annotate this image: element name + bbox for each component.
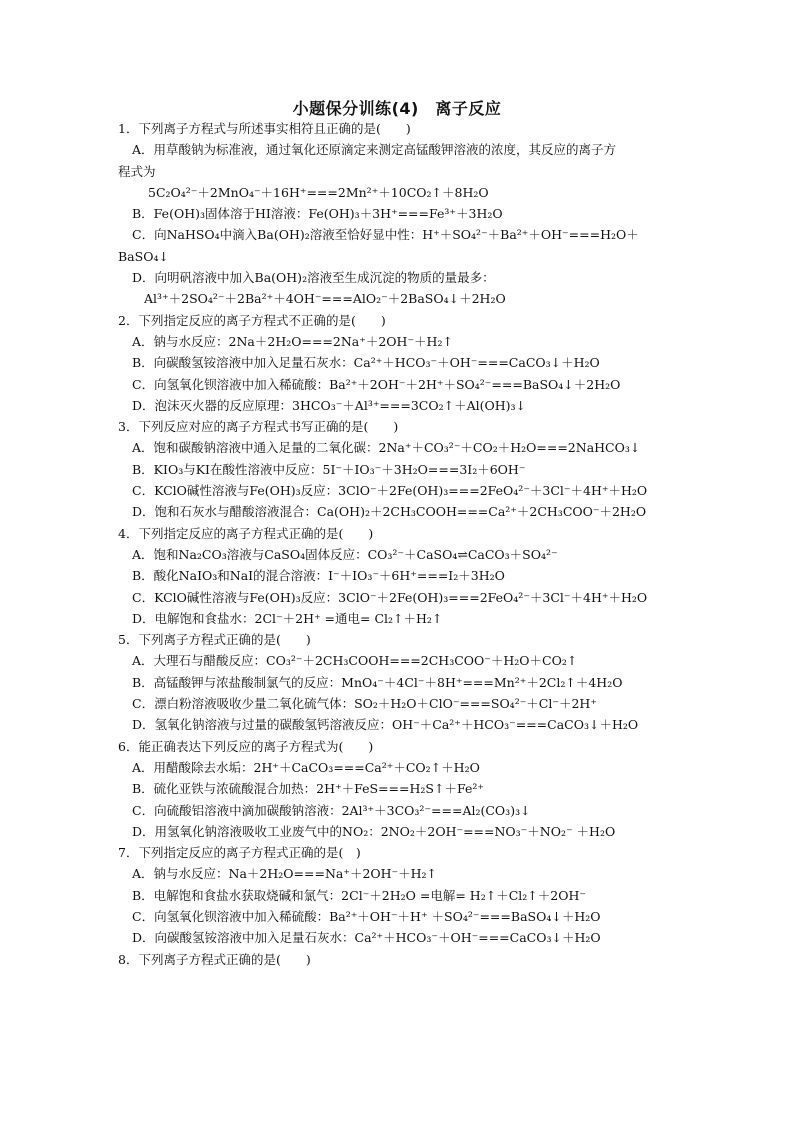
option-line: A．用草酸钠为标准液，通过氧化还原滴定来测定高锰酸钾溶液的浓度，其反应的离子方	[132, 142, 617, 158]
option-line: A．钠与水反应：Na＋2H₂O===Na⁺＋2OH⁻＋H₂↑	[132, 866, 438, 882]
option-line: C．向NaHSO₄中滴入Ba(OH)₂溶液至恰好显中性：H⁺＋SO₄²⁻＋Ba²⁺＋OH⁻===H₂O＋	[132, 227, 639, 243]
question-list	[118, 118, 678, 970]
equation-line: Al³⁺＋2SO₄²⁻＋2Ba²⁺＋4OH⁻===AlO₂⁻＋2BaSO₄↓＋2H₂O	[144, 291, 506, 307]
option-line: B．KIO₃与KI在酸性溶液中反应：5I⁻＋IO₃⁻＋3H₂O===3I₂＋6OH⁻	[132, 461, 526, 477]
option-line: D．泡沫灭火器的反应原理：3HCO₃⁻＋Al³⁺===3CO₂↑＋Al(OH)₃↓	[132, 397, 527, 413]
option-line: D．氢氧化钠溶液与过量的碳酸氢钙溶液反应：OH⁻＋Ca²⁺＋HCO₃⁻===CaCO₃↓＋H₂O	[132, 717, 639, 733]
continuation-line: 程式为	[118, 163, 156, 179]
option-line: A．饱和Na₂CO₃溶液与CaSO₄固体反应：CO₃²⁻＋CaSO₄⇌CaCO₃＋SO₄²⁻	[132, 546, 558, 562]
question-stem: 1．下列离子方程式与所述事实相符且正确的是( )	[118, 121, 411, 136]
option-line: B．高锰酸钾与浓盐酸制氯气的反应：MnO₄⁻＋4Cl⁻＋8H⁺===Mn²⁺＋2Cl₂↑＋4H₂O	[132, 674, 623, 690]
question-stem: 5．下列离子方程式正确的是( )	[118, 632, 311, 648]
option-line: C．向氢氧化钡溶液中加入稀硫酸：Ba²⁺＋OH⁻＋H⁺ ＋SO₄²⁻===BaSO₄↓＋H₂O	[132, 908, 601, 924]
question-stem: 8．下列离子方程式正确的是( )	[118, 951, 311, 967]
question-stem: 7．下列指定反应的离子方程式正确的是( )	[118, 845, 361, 861]
option-line: D．向碳酸氢铵溶液中加入足量石灰水：Ca²⁺＋HCO₃⁻＋OH⁻===CaCO₃↓＋H₂O	[132, 930, 601, 946]
option-line: D．饱和石灰水与醋酸溶液混合：Ca(OH)₂＋2CH₃COOH===Ca²⁺＋2CH₃COO⁻＋2H₂O	[132, 504, 647, 520]
equation-line: 5C₂O₄²⁻＋2MnO₄⁻＋16H⁺===2Mn²⁺＋10CO₂↑＋8H₂O	[148, 184, 489, 200]
continuation-line: BaSO₄↓	[118, 248, 169, 264]
option-line: A．用醋酸除去水垢：2H⁺＋CaCO₃===Ca²⁺＋CO₂↑＋H₂O	[132, 759, 480, 775]
option-line: C．向氢氧化钡溶液中加入稀硫酸：Ba²⁺＋2OH⁻＋2H⁺＋SO₄²⁻===BaSO₄↓＋2H₂O	[132, 376, 621, 392]
option-line: C．KClO碱性溶液与Fe(OH)₃反应：3ClO⁻＋2Fe(OH)₃===2FeO₄²⁻＋3Cl⁻＋4H⁺＋H₂O	[132, 589, 648, 605]
option-line: C．向硫酸铝溶液中滴加碳酸钠溶液：2Al³⁺＋3CO₃²⁻===Al₂(CO₃)₃↓	[132, 802, 531, 818]
option-line: D．向明矾溶液中加入Ba(OH)₂溶液至生成沉淀的物质的量最多：	[132, 270, 495, 286]
option-line: B．电解饱和食盐水获取烧碱和氯气：2Cl⁻＋2H₂O =电解= H₂↑＋Cl₂↑＋2OH⁻	[132, 887, 586, 903]
option-line: A．饱和碳酸钠溶液中通入足量的二氧化碳：2Na⁺＋CO₃²⁻＋CO₂＋H₂O===2NaHCO₃↓	[132, 440, 641, 456]
option-line: A．钠与水反应：2Na＋2H₂O===2Na⁺＋2OH⁻＋H₂↑	[132, 333, 453, 349]
page-title: 小题保分训练(4) 离子反应	[292, 99, 502, 118]
question-stem: 3．下列反应对应的离子方程式书写正确的是( )	[118, 419, 399, 435]
question-stem: 6．能正确表达下列反应的离子方程式为( )	[118, 738, 374, 754]
question-stem: 2．下列指定反应的离子方程式不正确的是( )	[118, 312, 386, 328]
option-line: B．Fe(OH)₃固体溶于HI溶液：Fe(OH)₃＋3H⁺===Fe³⁺＋3H₂O	[132, 206, 503, 222]
option-line: C．漂白粉溶液吸收少量二氧化硫气体：SO₂＋H₂O＋ClO⁻===SO₄²⁻＋Cl⁻＋2H⁺	[132, 696, 597, 712]
option-line: B．酸化NaIO₃和NaI的混合溶液：I⁻＋IO₃⁻＋6H⁺===I₂＋3H₂O	[132, 568, 505, 584]
option-line: C．KClO碱性溶液与Fe(OH)₃反应：3ClO⁻＋2Fe(OH)₃===2FeO₄²⁻＋3Cl⁻＋4H⁺＋H₂O	[132, 483, 648, 499]
option-line: A．大理石与醋酸反应：CO₃²⁻＋2CH₃COOH===2CH₃COO⁻＋H₂O＋CO₂↑	[132, 653, 578, 669]
option-line: B．硫化亚铁与浓硫酸混合加热：2H⁺＋FeS===H₂S↑＋Fe²⁺	[132, 781, 484, 797]
option-line: D．电解饱和食盐水：2Cl⁻＋2H⁺ =通电= Cl₂↑＋H₂↑	[132, 610, 443, 626]
option-line: D．用氢氧化钠溶液吸收工业废气中的NO₂：2NO₂＋2OH⁻===NO₃⁻＋NO₂⁻ ＋H₂O	[132, 823, 616, 839]
option-line: B．向碳酸氢铵溶液中加入足量石灰水：Ca²⁺＋HCO₃⁻＋OH⁻===CaCO₃↓＋H₂O	[132, 355, 600, 371]
question-stem: 4．下列指定反应的离子方程式正确的是( )	[118, 525, 374, 541]
